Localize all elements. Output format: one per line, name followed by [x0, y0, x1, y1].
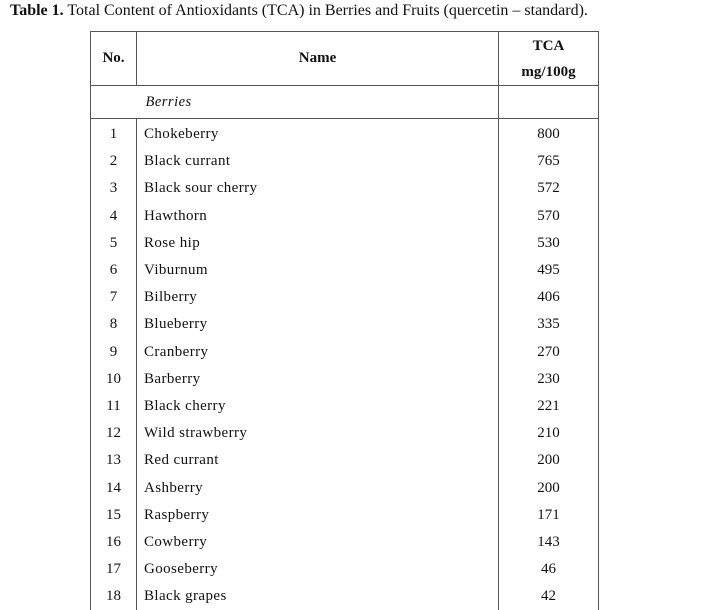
section-end-cell — [499, 86, 599, 119]
header-no: No. — [91, 32, 137, 86]
row-tca: 800 — [499, 119, 599, 149]
header-tca-line2: mg/100g — [499, 59, 598, 85]
row-name: Rose hip — [137, 230, 499, 257]
row-name: Red currant — [137, 447, 499, 474]
table-row — [91, 339, 599, 366]
row-name: Black grapes — [137, 583, 499, 610]
section-row — [91, 86, 599, 119]
table-row — [91, 311, 599, 338]
row-tca: 210 — [499, 420, 599, 447]
row-name: Blueberry — [137, 311, 499, 338]
row-number: 17 — [91, 556, 137, 583]
table-row — [91, 393, 599, 420]
table-row — [91, 203, 599, 230]
row-name: Barberry — [137, 366, 499, 393]
row-tca: 171 — [499, 502, 599, 529]
caption-text: Total Content of Antioxidants (TCA) in Berries and Fruits (quercetin – standard). — [64, 2, 588, 19]
row-tca: 230 — [499, 366, 599, 393]
section-label: Berries — [137, 86, 499, 119]
antioxidant-table — [90, 31, 599, 610]
row-number: 18 — [91, 583, 137, 610]
header-tca-line1: TCA — [499, 33, 598, 59]
row-tca: 495 — [499, 257, 599, 284]
row-name: Hawthorn — [137, 203, 499, 230]
table-body — [91, 86, 599, 610]
row-name: Bilberry — [137, 284, 499, 311]
row-name: Chokeberry — [137, 119, 499, 149]
row-name: Black sour cherry — [137, 175, 499, 202]
row-number: 9 — [91, 339, 137, 366]
row-name: Black cherry — [137, 393, 499, 420]
row-number: 14 — [91, 474, 137, 501]
caption-label: Table 1. — [10, 2, 64, 19]
row-number: 1 — [91, 119, 137, 149]
row-tca: 530 — [499, 230, 599, 257]
table-row — [91, 230, 599, 257]
row-name: Gooseberry — [137, 556, 499, 583]
row-number: 8 — [91, 311, 137, 338]
table-row — [91, 284, 599, 311]
row-number: 5 — [91, 230, 137, 257]
row-name: Ashberry — [137, 474, 499, 501]
row-tca: 46 — [499, 556, 599, 583]
row-tca: 143 — [499, 529, 599, 556]
header-tca — [499, 32, 599, 86]
row-number: 11 — [91, 393, 137, 420]
row-tca: 406 — [499, 284, 599, 311]
row-number: 6 — [91, 257, 137, 284]
header-row — [91, 32, 599, 86]
row-number: 16 — [91, 529, 137, 556]
table-row — [91, 119, 599, 149]
row-name: Wild strawberry — [137, 420, 499, 447]
row-number: 10 — [91, 366, 137, 393]
table-row — [91, 556, 599, 583]
row-number: 3 — [91, 175, 137, 202]
row-tca: 270 — [499, 339, 599, 366]
table-row — [91, 583, 599, 610]
row-number: 4 — [91, 203, 137, 230]
header-name: Name — [137, 32, 499, 86]
row-tca: 42 — [499, 583, 599, 610]
table-row — [91, 148, 599, 175]
row-name: Viburnum — [137, 257, 499, 284]
row-tca: 200 — [499, 474, 599, 501]
table-row — [91, 447, 599, 474]
row-number: 15 — [91, 502, 137, 529]
section-blank-cell — [91, 86, 137, 119]
row-tca: 570 — [499, 203, 599, 230]
table-row — [91, 474, 599, 501]
row-tca: 765 — [499, 148, 599, 175]
row-tca: 221 — [499, 393, 599, 420]
row-tca: 335 — [499, 311, 599, 338]
row-number: 13 — [91, 447, 137, 474]
row-tca: 200 — [499, 447, 599, 474]
row-name: Cowberry — [137, 529, 499, 556]
table-row — [91, 175, 599, 202]
row-name: Black currant — [137, 148, 499, 175]
table-row — [91, 257, 599, 284]
table-row — [91, 502, 599, 529]
row-number: 7 — [91, 284, 137, 311]
row-number: 2 — [91, 148, 137, 175]
row-number: 12 — [91, 420, 137, 447]
table-row — [91, 420, 599, 447]
row-tca: 572 — [499, 175, 599, 202]
table-row — [91, 366, 599, 393]
row-name: Raspberry — [137, 502, 499, 529]
row-name: Cranberry — [137, 339, 499, 366]
table-row — [91, 529, 599, 556]
table-caption — [10, 1, 707, 21]
